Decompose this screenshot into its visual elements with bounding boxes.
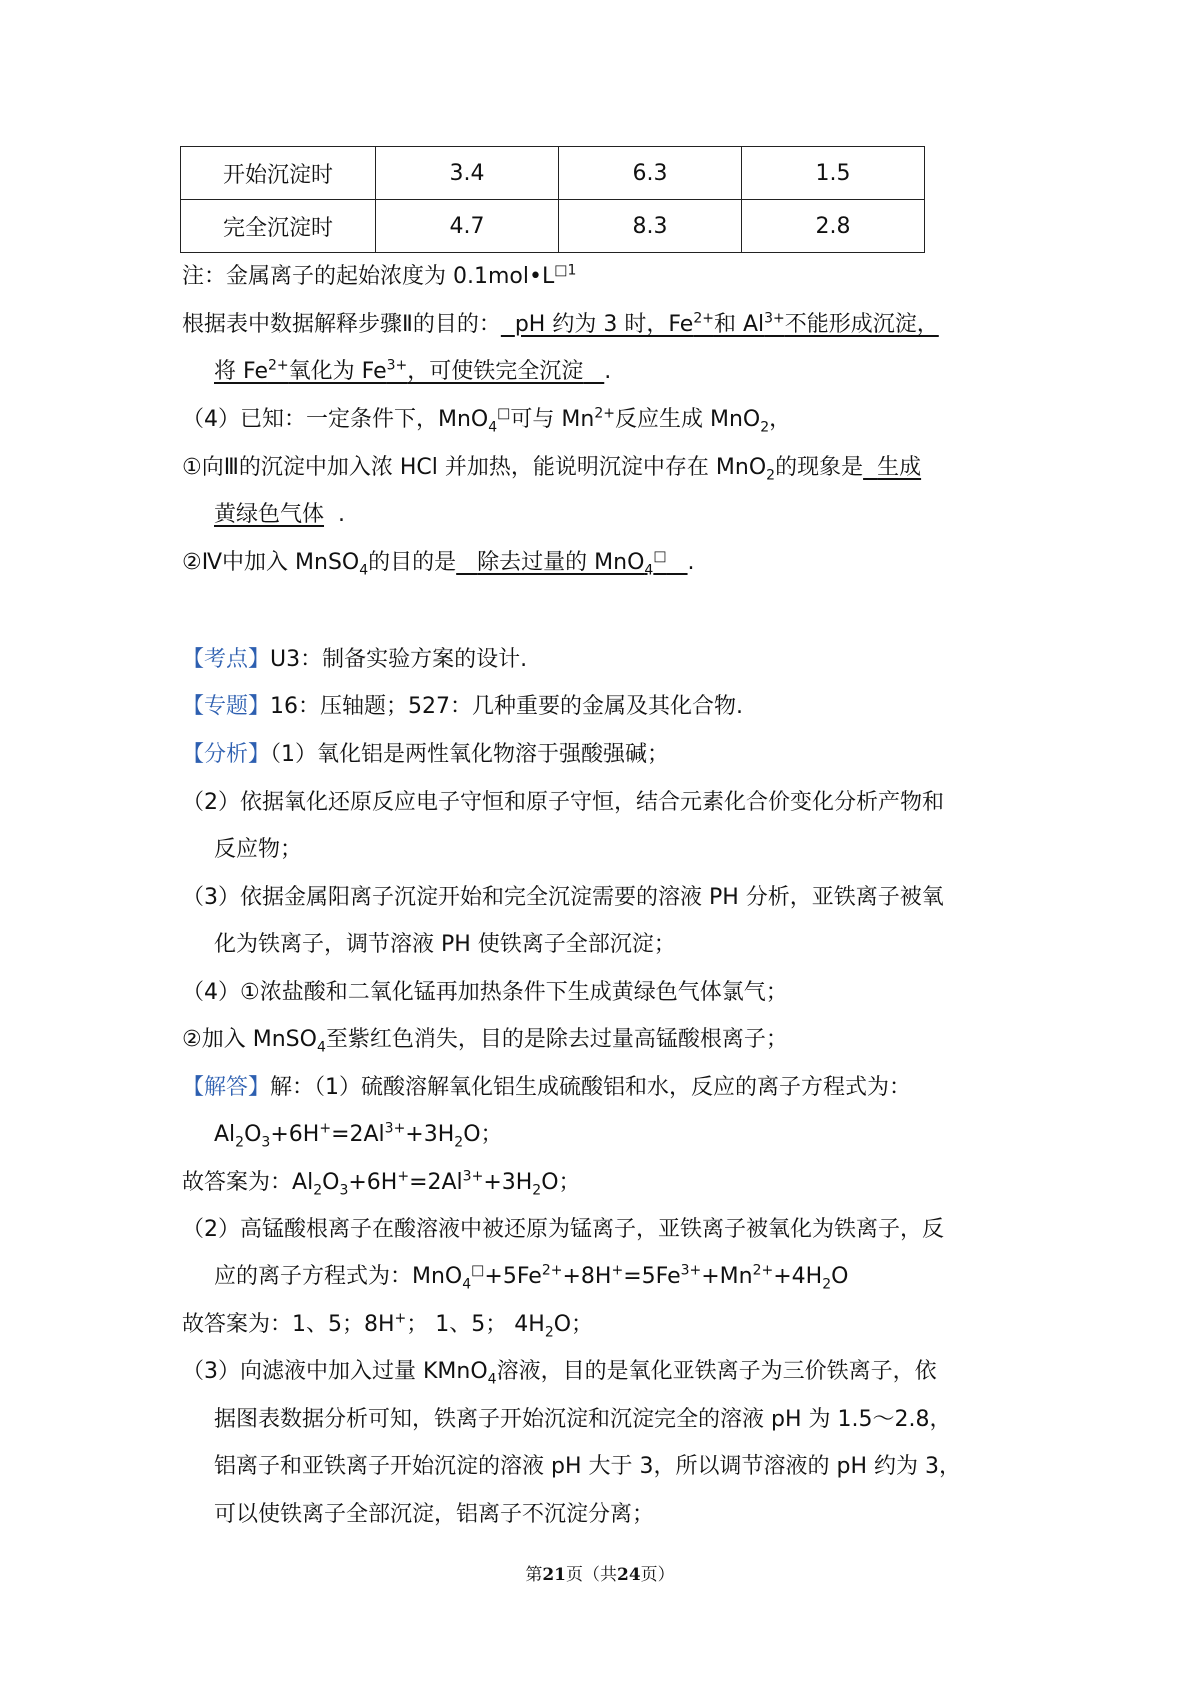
zhuanti-tag: 【专题】 [182, 694, 271, 719]
question-4-2: ②Ⅳ中加入 MnSO$_4$的目的是 除去过量的 MnO$_4$□ . [182, 548, 695, 579]
analysis-4-2: ②加入 MnSO$_4$至紫红色消失，目的是除去过量高锰酸根离子； [182, 1027, 788, 1056]
table-note: 注：金属离子的起始浓度为 $0.1mol•L^{□1}$ [182, 262, 577, 289]
fenxi-line: 【分析】（1）氧化铝是两性氧化物溶于强酸强碱； [182, 742, 670, 767]
analysis-2: （2）依据氧化还原反应电子守恒和原子守恒，结合元素化合价变化分析产物和 [182, 790, 944, 815]
answer-blank: 生成 [877, 455, 922, 480]
page-footer: 第21页（共24页） [525, 1565, 675, 1585]
table-cell: 1.5 [742, 147, 925, 200]
table-cell: 6.3 [559, 147, 742, 200]
table-cell: 2.8 [742, 200, 925, 253]
table-row [181, 200, 925, 253]
table-cell: 3.4 [376, 147, 559, 200]
kaodian-line: 【考点】U3：制备实验方案的设计. [182, 647, 528, 672]
page-number: 21 [542, 1565, 566, 1585]
row-label: 开始沉淀时 [181, 147, 376, 200]
zhuanti-line: 【专题】16：压轴题；527：几种重要的金属及其化合物. [182, 694, 743, 719]
answer-blank: pH 约为 3 时，$Fe^{2+}$和 $Al^{3+}$不能形成沉淀， [514, 310, 939, 337]
solution-3-cont-2: 铝离子和亚铁离子开始沉淀的溶液 pH 大于 3，所以调节溶液的 pH 约为 3， [214, 1454, 961, 1479]
solution-2: （2）高锰酸根离子在酸溶液中被还原为锰离子，亚铁离子被氧化为铁离子，反 [182, 1217, 944, 1242]
jieda-line: 【解答】解：（1）硫酸溶解氧化铝生成硫酸铝和水，反应的离子方程式为： [182, 1075, 912, 1100]
table-row [181, 147, 925, 200]
answer-blank: 黄绿色气体 [214, 502, 325, 527]
analysis-2-cont: 反应物； [214, 837, 303, 862]
jieda-tag: 【解答】 [182, 1075, 271, 1100]
table-cell: 4.7 [376, 200, 559, 253]
question-4: （4）已知：一定条件下，MnO$_4$□可与 $Mn^{2+}$反应生成 MnO$_2$， [182, 405, 792, 436]
row-label: 完全沉淀时 [181, 200, 376, 253]
analysis-3-cont: 化为铁离子，调节溶液 PH 使铁离子全部沉淀； [214, 932, 676, 957]
precipitation-ph-table [180, 146, 925, 253]
answer-2: 故答案为：1、5；8H+； 1、5； $4H_2O$； [182, 1310, 594, 1341]
solution-3-cont-3: 可以使铁离子全部沉淀，铝离子不沉淀分离； [214, 1502, 655, 1527]
analysis-4: （4）①浓盐酸和二氧化锰再加热条件下生成黄绿色气体氯气； [182, 980, 788, 1005]
page-total: 24 [617, 1565, 641, 1585]
step2-explanation-cont: 将 $Fe^{2+}$氧化为 $Fe^{3+}$，可使铁完全沉淀 . [214, 357, 612, 384]
answer-1: 故答案为：$Al_2O_3+6H^+=2Al^{3+}+3H_2O$； [182, 1168, 581, 1199]
analysis-3: （3）依据金属阳离子沉淀开始和完全沉淀需要的溶液 PH 分析，亚铁离子被氧 [182, 885, 944, 910]
solution-3-cont-1: 据图表数据分析可知，铁离子开始沉淀和沉淀完全的溶液 pH 为 1.5～2.8， [214, 1407, 952, 1432]
fenxi-tag: 【分析】 [182, 742, 271, 767]
kaodian-tag: 【考点】 [182, 647, 271, 672]
answer-blank: 将 $Fe^{2+}$氧化为 $Fe^{3+}$，可使铁完全沉淀 [214, 357, 584, 384]
table-cell: 8.3 [559, 200, 742, 253]
answer-blank: 除去过量的 MnO$_4$□ [477, 548, 667, 579]
step2-explanation: 根据表中数据解释步骤Ⅱ的目的： pH 约为 3 时，$Fe^{2+}$和 $Al^{3+}$不能形成沉淀， [182, 310, 939, 337]
solution-2-cont: 应的离子方程式为：$MnO_4^□+5Fe^{2+}+8H^+=5Fe^{3+}+Mn^{2+}+4H_2O$ [214, 1262, 849, 1293]
question-4-1-cont: 黄绿色气体 . [214, 502, 346, 527]
equation-1: $Al_2O_3+6H^+=2Al^{3+}+3H_2O$； [214, 1120, 503, 1151]
solution-3: （3）向滤液中加入过量 KMnO$_4$溶液，目的是氧化亚铁离子为三价铁离子，依 [182, 1359, 937, 1388]
question-4-1: ①向Ⅲ的沉淀中加入浓 HCl 并加热，能说明沉淀中存在 MnO$_2$的现象是 生成 [182, 455, 922, 484]
